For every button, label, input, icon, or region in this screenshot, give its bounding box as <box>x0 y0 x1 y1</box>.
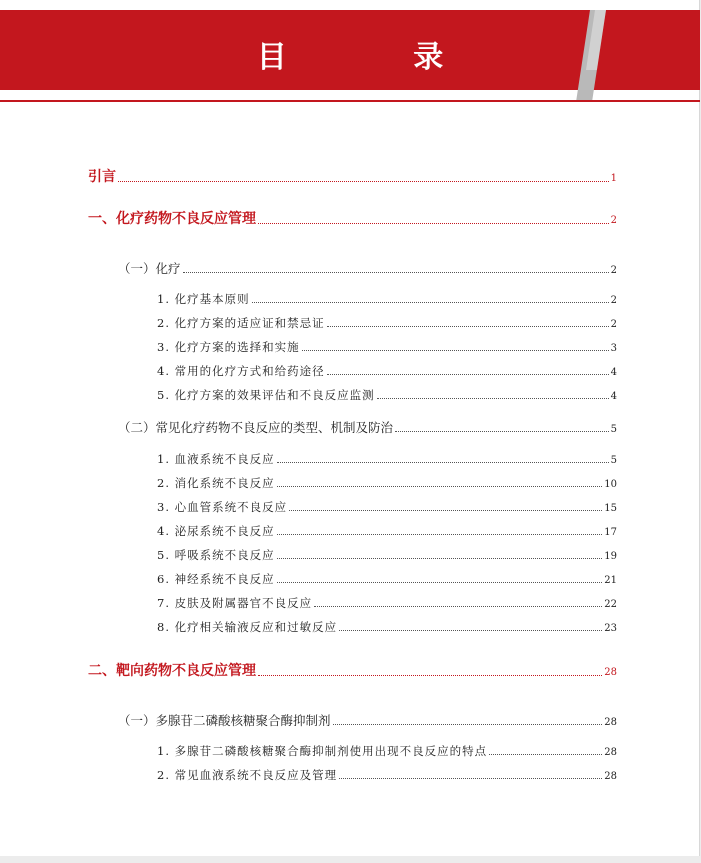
toc-entry <box>157 523 617 539</box>
toc-entry-page: 4 <box>610 391 617 402</box>
toc-entry-page: 28 <box>604 667 617 678</box>
toc-entry <box>88 208 617 228</box>
toc-entry-page: 22 <box>604 599 617 610</box>
toc-entry-label: （一）多腺苷二磷酸核糖聚合酶抑制剂 <box>118 713 331 728</box>
toc-dot-leader <box>302 350 609 351</box>
toc-entry <box>157 619 617 635</box>
toc-entry-label: （一）化疗 <box>118 261 181 276</box>
toc-dot-leader <box>333 724 603 725</box>
page-title: 目 录 <box>256 40 502 75</box>
toc-entry <box>157 387 617 403</box>
toc-entry-label: 2. 消化系统不良反应 <box>157 476 275 490</box>
toc-dot-leader <box>118 181 609 182</box>
toc-entry <box>157 475 617 491</box>
toc-entry-page: 28 <box>604 771 617 782</box>
toc-entry-label: 2. 常见血液系统不良反应及管理 <box>157 768 338 782</box>
header-rule <box>0 100 700 102</box>
toc-entry <box>157 499 617 515</box>
toc-entry-page: 2 <box>610 295 617 306</box>
toc-dot-leader <box>314 606 602 607</box>
toc-entry-label: 8. 化疗相关输液反应和过敏反应 <box>157 620 338 634</box>
toc-entry <box>157 451 617 467</box>
toc-entry-page: 21 <box>604 575 617 586</box>
header-banner <box>0 10 700 90</box>
toc-dot-leader <box>277 462 609 463</box>
toc-dot-leader <box>252 302 609 303</box>
toc-entry-label: 二、靶向药物不良反应管理 <box>88 663 256 679</box>
toc-entry-page: 19 <box>604 551 617 562</box>
toc-entry <box>157 291 617 307</box>
toc-entry-label: 5. 化疗方案的效果评估和不良反应监测 <box>157 388 375 402</box>
toc-entry-label: 4. 常用的化疗方式和给药途径 <box>157 364 325 378</box>
toc-entry <box>88 660 617 680</box>
toc-entry-label: 7. 皮肤及附属器官不良反应 <box>157 596 313 610</box>
toc-dot-leader <box>277 534 603 535</box>
toc-entry-page: 3 <box>610 343 617 354</box>
toc-entry-label: 3. 化疗方案的选择和实施 <box>157 340 300 354</box>
toc-entry-page: 5 <box>610 424 617 435</box>
toc-entry <box>157 767 617 783</box>
toc-entry <box>157 743 617 759</box>
toc-entry <box>157 315 617 331</box>
toc-entry-label: 6. 神经系统不良反应 <box>157 572 275 586</box>
toc-dot-leader <box>183 272 609 273</box>
toc-entry <box>157 571 617 587</box>
toc-entry <box>118 711 617 729</box>
toc-entry-label: 1. 血液系统不良反应 <box>157 452 275 466</box>
toc-entry-label: （二）常见化疗药物不良反应的类型、机制及防治 <box>118 420 394 435</box>
toc-entry <box>157 339 617 355</box>
toc-dot-leader <box>258 223 609 224</box>
toc-entry-page: 2 <box>610 215 617 226</box>
toc-entry-page: 15 <box>604 503 617 514</box>
toc-dot-leader <box>277 582 603 583</box>
toc-entry-label: 一、化疗药物不良反应管理 <box>88 211 256 227</box>
toc-entry-page: 23 <box>604 623 617 634</box>
toc-entry-page: 4 <box>610 367 617 378</box>
toc-dot-leader <box>327 326 609 327</box>
toc-entry <box>157 547 617 563</box>
toc-dot-leader <box>258 675 602 676</box>
toc-dot-leader <box>277 486 603 487</box>
toc-entry <box>118 418 617 436</box>
toc-dot-leader <box>339 778 602 779</box>
toc-entry-page: 28 <box>604 717 617 728</box>
toc-entry <box>157 363 617 379</box>
toc-entry-label: 1. 多腺苷二磷酸核糖聚合酶抑制剂使用出现不良反应的特点 <box>157 744 488 758</box>
toc-entry-label: 5. 呼吸系统不良反应 <box>157 548 275 562</box>
toc-entry-label: 4. 泌尿系统不良反应 <box>157 524 275 538</box>
toc-entry-page: 10 <box>604 479 617 490</box>
toc-entry <box>118 259 617 277</box>
toc-entry-page: 17 <box>604 527 617 538</box>
toc-entry-label: 2. 化疗方案的适应证和禁忌证 <box>157 316 325 330</box>
toc-entry-label: 3. 心血管系统不良反应 <box>157 500 288 514</box>
toc-dot-leader <box>339 630 602 631</box>
toc-dot-leader <box>289 510 602 511</box>
toc-entry <box>88 166 617 186</box>
toc-entry-label: 引言 <box>88 169 116 185</box>
toc-entry-page: 1 <box>610 173 617 184</box>
toc-dot-leader <box>489 754 602 755</box>
toc-entry-page: 2 <box>610 265 617 276</box>
toc-dot-leader <box>277 558 603 559</box>
toc-dot-leader <box>395 431 609 432</box>
toc-entry-label: 1. 化疗基本原则 <box>157 292 250 306</box>
toc-dot-leader <box>377 398 609 399</box>
toc-dot-leader <box>327 374 609 375</box>
toc-entry <box>157 595 617 611</box>
toc-entry-page: 2 <box>610 319 617 330</box>
toc-entry-page: 5 <box>610 455 617 466</box>
toc-entry-page: 28 <box>604 747 617 758</box>
